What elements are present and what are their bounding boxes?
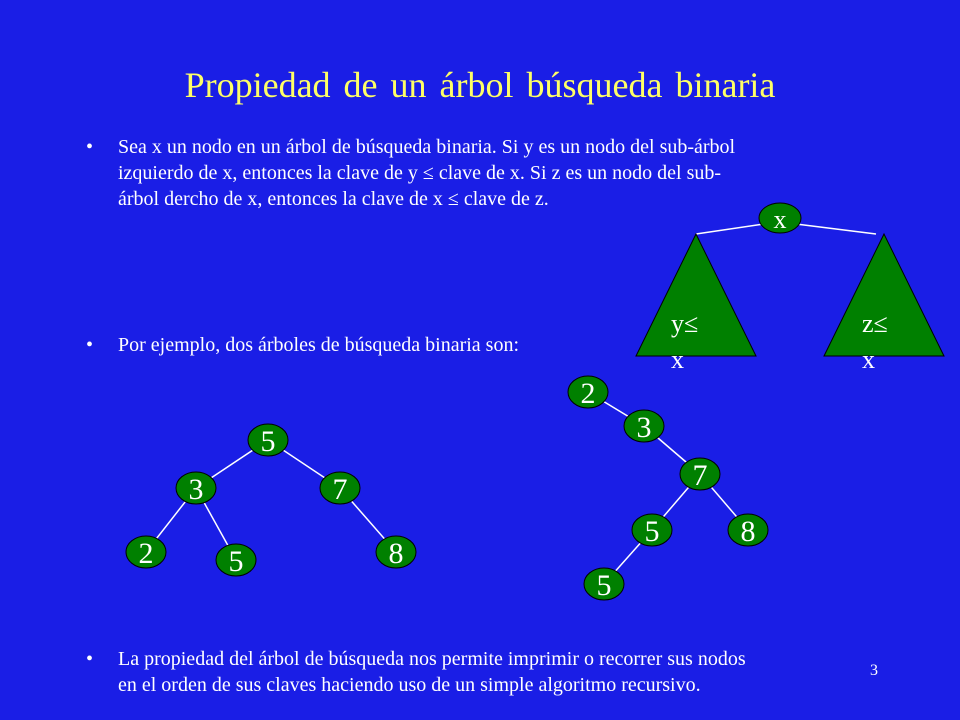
node-label: 8: [740, 515, 756, 548]
node-label: 8: [388, 537, 404, 570]
node-label: 3: [188, 473, 204, 506]
bullet-marker: •: [86, 136, 94, 158]
bullet-line: La propiedad del árbol de búsqueda nos permite imprimir o recorrer sus nodos: [118, 648, 746, 670]
node-label: 2: [580, 377, 596, 410]
bullet-marker: •: [86, 334, 94, 356]
example-tree-1: [126, 424, 416, 578]
edge: [696, 224, 764, 234]
bullet-line: árbol dercho de x, entonces la clave de x ≤ clave de z.: [118, 188, 549, 210]
edge: [796, 224, 876, 234]
slide-title: Propiedad de un árbol búsqueda binaria: [184, 65, 776, 105]
bullet-line: Por ejemplo, dos árboles de búsqueda binaria son:: [118, 334, 520, 356]
bullet-line: Sea x un nodo en un árbol de búsqueda binaria. Si y es un nodo del sub-árbol: [118, 136, 736, 158]
node-label: 7: [332, 473, 348, 506]
page-number: 3: [870, 662, 878, 679]
right-subtree-label: x: [862, 345, 875, 374]
generic-bst-diagram: [636, 203, 944, 374]
node-label: 5: [644, 515, 660, 548]
bullet-line: en el orden de sus claves haciendo uso de un simple algoritmo recursivo.: [118, 674, 701, 696]
node-label: 7: [692, 459, 708, 492]
node-label: 5: [228, 545, 244, 578]
right-subtree-label: z≤: [862, 309, 888, 338]
left-subtree-label: y≤: [671, 309, 699, 338]
example-tree-2: [568, 376, 768, 602]
left-subtree-label: x: [671, 345, 684, 374]
bullet-line: izquierdo de x, entonces la clave de y ≤ clave de x. Si z es un nodo del sub-: [118, 162, 722, 184]
node-label: x: [773, 205, 787, 234]
node-label: 2: [138, 537, 154, 570]
node-label: 3: [636, 411, 652, 444]
bullet-marker: •: [86, 648, 94, 670]
node-label: 5: [260, 425, 276, 458]
node-label: 5: [596, 569, 612, 602]
